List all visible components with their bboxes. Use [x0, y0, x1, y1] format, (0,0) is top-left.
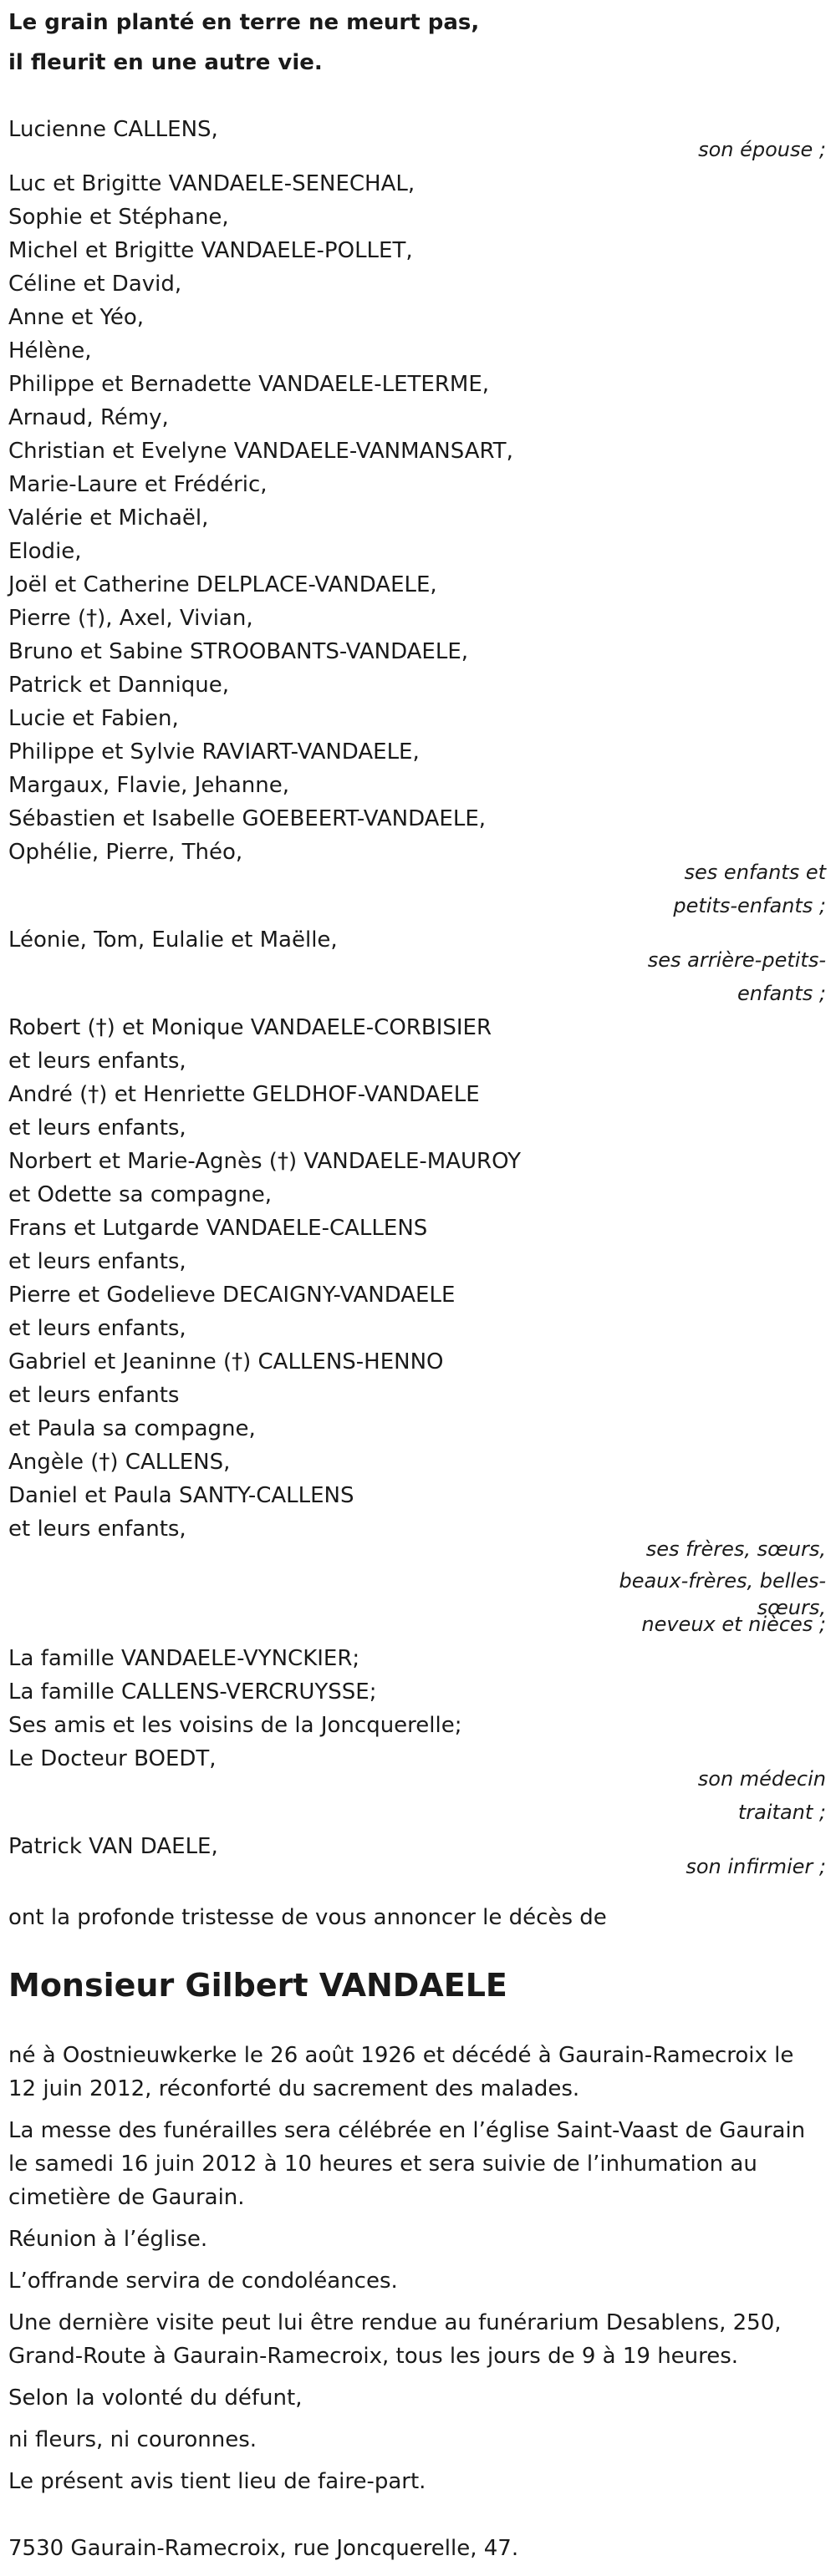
list-item: Ophélie, Pierre, Théo, [8, 840, 243, 865]
great-grandchildren-relation-1: ses arrière-petits- [647, 948, 826, 972]
list-item: Norbert et Marie-Agnès (†) VANDAELE-MAUROY [8, 1149, 522, 1174]
detail-line: cimetière de Gaurain. [8, 2185, 245, 2210]
nurse-relation: son infirmier ; [686, 1855, 826, 1878]
great-grandchildren-names: Léonie, Tom, Eulalie et Maëlle, [8, 927, 338, 953]
detail-line: 12 juin 2012, réconforté du sacrement des malades. [8, 2076, 580, 2101]
list-item: Pierre et Godelieve DECAIGNY-VANDAELE [8, 1283, 456, 1308]
list-item: et leurs enfants, [8, 1249, 186, 1274]
list-item: et leurs enfants, [8, 1115, 186, 1141]
list-item: Ses amis et les voisins de la Joncquerelle; [8, 1713, 462, 1738]
children-relation-2: petits-enfants ; [673, 894, 826, 917]
list-item: Robert (†) et Monique VANDAELE-CORBISIER [8, 1015, 492, 1040]
list-item: Angèle (†) CALLENS, [8, 1450, 231, 1475]
list-item: et leurs enfants [8, 1383, 180, 1408]
list-item: et leurs enfants, [8, 1049, 186, 1074]
detail-line: le samedi 16 juin 2012 à 10 heures et sera suivie de l’inhumation au [8, 2152, 757, 2177]
list-item: et leurs enfants, [8, 1316, 186, 1341]
list-item: Hélène, [8, 338, 92, 363]
spouse-relation: son épouse ; [698, 138, 826, 161]
list-item: Daniel et Paula SANTY-CALLENS [8, 1483, 354, 1508]
list-item: Margaux, Flavie, Jehanne, [8, 773, 289, 798]
detail-line: La messe des funérailles sera célébrée en l’église Saint-Vaast de Gaurain [8, 2118, 806, 2143]
list-item: Valérie et Michaël, [8, 506, 209, 531]
list-item: Philippe et Sylvie RAVIART-VANDAELE, [8, 739, 420, 765]
list-item: Luc et Brigitte VANDAELE-SENECHAL, [8, 171, 415, 196]
list-item: André (†) et Henriette GELDHOF-VANDAELE [8, 1082, 480, 1107]
deceased-name: Monsieur Gilbert VANDAELE [8, 1967, 507, 2004]
doctor-relation-2: traitant ; [737, 1801, 826, 1824]
list-item: Philippe et Bernadette VANDAELE-LETERME, [8, 372, 490, 397]
list-item: Michel et Brigitte VANDAELE-POLLET, [8, 238, 413, 263]
list-item: et Odette sa compagne, [8, 1182, 273, 1207]
children-relation-1: ses enfants et [684, 861, 826, 884]
siblings-relation-2: beaux-frères, belles- [619, 1569, 826, 1593]
epigraph-line-2: il fleurit en une autre vie. [8, 50, 323, 75]
siblings-relation-4: neveux et nièces ; [641, 1613, 826, 1636]
detail-line: ni fleurs, ni couronnes. [8, 2427, 257, 2452]
list-item: Gabriel et Jeaninne (†) CALLENS-HENNO [8, 1349, 444, 1374]
list-item: Marie-Laure et Frédéric, [8, 472, 268, 497]
list-item: Frans et Lutgarde VANDAELE-CALLENS [8, 1216, 428, 1241]
siblings-relation-3: sœurs, [757, 1596, 826, 1619]
detail-line: Une dernière visite peut lui être rendue au funérarium Desablens, 250, [8, 2310, 782, 2335]
list-item: Anne et Yéo, [8, 305, 145, 330]
list-item: La famille CALLENS-VERCRUYSSE; [8, 1679, 377, 1705]
great-grandchildren-relation-2: enfants ; [737, 982, 826, 1005]
list-item: Bruno et Sabine STROOBANTS-VANDAELE, [8, 639, 469, 664]
list-item: Joël et Catherine DELPLACE-VANDAELE, [8, 572, 437, 597]
detail-line: L’offrande servira de condoléances. [8, 2269, 398, 2294]
detail-line: Selon la volonté du défunt, [8, 2385, 303, 2411]
list-item: Pierre (†), Axel, Vivian, [8, 606, 253, 631]
list-item: Le Docteur BOEDT, [8, 1746, 217, 1771]
detail-line: Le présent avis tient lieu de faire-part. [8, 2469, 426, 2494]
list-item: et leurs enfants, [8, 1517, 186, 1542]
list-item: Patrick et Dannique, [8, 673, 229, 698]
announcement: ont la profonde tristesse de vous annoncer le décès de [8, 1905, 607, 1930]
nurse-name: Patrick VAN DAELE, [8, 1834, 218, 1859]
siblings-relation-1: ses frères, sœurs, [645, 1537, 826, 1561]
list-item: et Paula sa compagne, [8, 1416, 256, 1441]
detail-line: né à Oostnieuwkerke le 26 août 1926 et décédé à Gaurain-Ramecroix le [8, 2043, 794, 2068]
list-item: Céline et David, [8, 272, 182, 297]
detail-line: Grand-Route à Gaurain-Ramecroix, tous les jours de 9 à 19 heures. [8, 2344, 739, 2369]
address: 7530 Gaurain-Ramecroix, rue Joncquerelle, 47. [8, 2536, 519, 2561]
list-item: La famille VANDAELE-VYNCKIER; [8, 1646, 360, 1671]
detail-line: Réunion à l’église. [8, 2227, 208, 2252]
spouse-name: Lucienne CALLENS, [8, 117, 218, 142]
doctor-relation-1: son médecin [697, 1767, 826, 1791]
epigraph-line-1: Le grain planté en terre ne meurt pas, [8, 10, 480, 35]
list-item: Arnaud, Rémy, [8, 405, 169, 430]
list-item: Lucie et Fabien, [8, 706, 179, 731]
list-item: Sophie et Stéphane, [8, 205, 229, 230]
list-item: Elodie, [8, 539, 82, 564]
list-item: Sébastien et Isabelle GOEBEERT-VANDAELE, [8, 806, 487, 831]
list-item: Christian et Evelyne VANDAELE-VANMANSART, [8, 439, 513, 464]
